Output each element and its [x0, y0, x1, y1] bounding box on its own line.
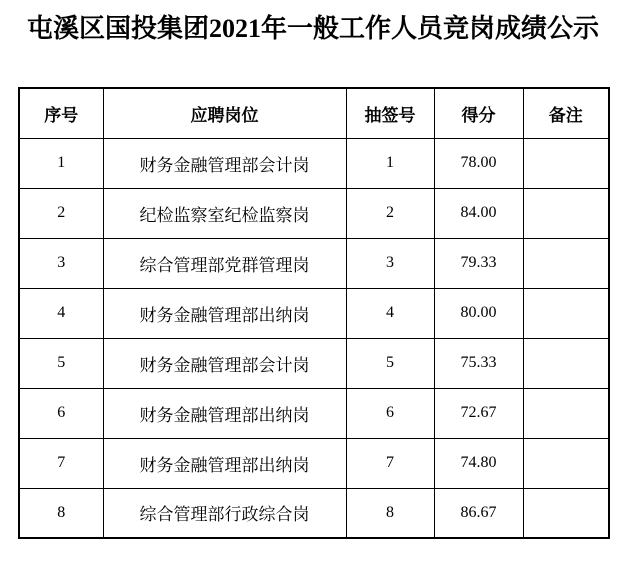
- table-row: [19, 238, 609, 288]
- cell-score: 79.33: [434, 238, 523, 288]
- cell-serial-number: 2: [19, 188, 103, 238]
- cell-score: 80.00: [434, 288, 523, 338]
- cell-position: 财务金融管理部出纳岗: [103, 288, 346, 338]
- cell-remark: [523, 138, 609, 188]
- cell-draw-number: 4: [346, 288, 434, 338]
- header-position: 应聘岗位: [103, 88, 346, 138]
- cell-draw-number: 6: [346, 388, 434, 438]
- table-row: [19, 188, 609, 238]
- header-row: [19, 88, 609, 138]
- cell-remark: [523, 338, 609, 388]
- table-row: [19, 338, 609, 388]
- score-table: [18, 87, 610, 539]
- cell-remark: [523, 488, 609, 538]
- page-title: 屯溪区国投集团2021年一般工作人员竞岗成绩公示: [26, 14, 599, 43]
- cell-remark: [523, 438, 609, 488]
- cell-draw-number: 3: [346, 238, 434, 288]
- table-row: [19, 138, 609, 188]
- header-draw-number: 抽签号: [346, 88, 434, 138]
- cell-serial-number: 3: [19, 238, 103, 288]
- cell-draw-number: 1: [346, 138, 434, 188]
- cell-position: 财务金融管理部出纳岗: [103, 388, 346, 438]
- cell-serial-number: 5: [19, 338, 103, 388]
- cell-score: 74.80: [434, 438, 523, 488]
- cell-position: 综合管理部党群管理岗: [103, 238, 346, 288]
- header-serial-number: 序号: [19, 88, 103, 138]
- header-score: 得分: [434, 88, 523, 138]
- cell-serial-number: 4: [19, 288, 103, 338]
- cell-position: 综合管理部行政综合岗: [103, 488, 346, 538]
- cell-position: 财务金融管理部出纳岗: [103, 438, 346, 488]
- cell-score: 78.00: [434, 138, 523, 188]
- cell-draw-number: 2: [346, 188, 434, 238]
- cell-remark: [523, 388, 609, 438]
- cell-draw-number: 5: [346, 338, 434, 388]
- cell-serial-number: 7: [19, 438, 103, 488]
- cell-draw-number: 8: [346, 488, 434, 538]
- cell-position: 纪检监察室纪检监察岗: [103, 188, 346, 238]
- cell-serial-number: 8: [19, 488, 103, 538]
- table-body: [19, 138, 609, 538]
- cell-position: 财务金融管理部会计岗: [103, 338, 346, 388]
- cell-remark: [523, 238, 609, 288]
- cell-score: 72.67: [434, 388, 523, 438]
- cell-score: 86.67: [434, 488, 523, 538]
- table-row: [19, 488, 609, 538]
- cell-serial-number: 1: [19, 138, 103, 188]
- table-row: [19, 288, 609, 338]
- cell-draw-number: 7: [346, 438, 434, 488]
- table-row: [19, 438, 609, 488]
- header-remark: 备注: [523, 88, 609, 138]
- cell-position: 财务金融管理部会计岗: [103, 138, 346, 188]
- cell-remark: [523, 188, 609, 238]
- cell-serial-number: 6: [19, 388, 103, 438]
- cell-score: 84.00: [434, 188, 523, 238]
- cell-score: 75.33: [434, 338, 523, 388]
- table-row: [19, 388, 609, 438]
- table-header: [19, 88, 609, 138]
- cell-remark: [523, 288, 609, 338]
